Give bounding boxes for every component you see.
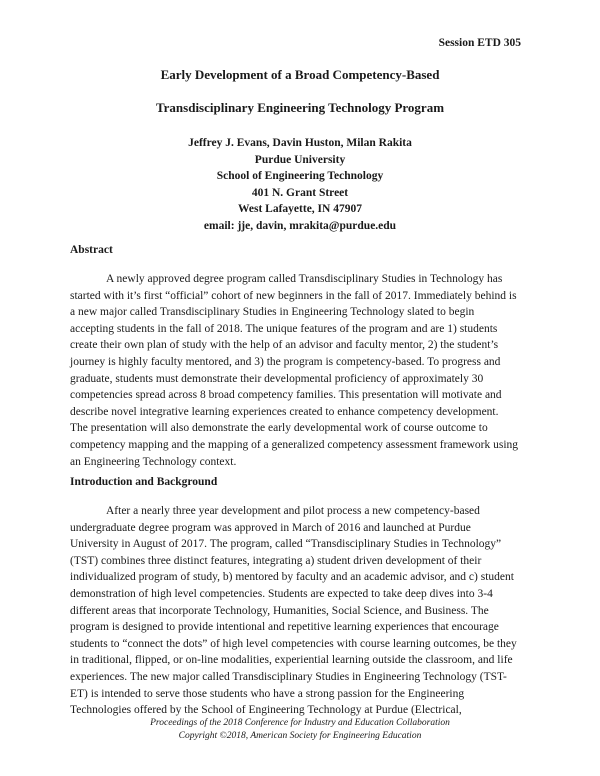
author-street: 401 N. Grant Street bbox=[251, 186, 349, 199]
author-names: Jeffrey J. Evans, Davin Huston, Milan Rakita bbox=[188, 137, 412, 149]
abstract-heading: Abstract bbox=[70, 244, 113, 256]
abstract-line: an Engineering Technology context. bbox=[70, 455, 237, 468]
author-email: email: jje, davin, mrakita@purdue.edu bbox=[203, 219, 397, 232]
page-footer bbox=[0, 717, 600, 743]
abstract-line: started with it’s first “official” cohort of new beginners in the fall of 2017. Immediately behind is bbox=[70, 289, 517, 302]
session-label: Session ETD 305 bbox=[438, 37, 521, 49]
introduction-line: University in August of 2017. The program, called “Transdisciplinary Studies in Technology” bbox=[70, 538, 502, 551]
abstract-line: graduate, students must demonstrate their developmental proficiency of approximately 30 bbox=[70, 372, 484, 385]
introduction-line: After a nearly three year development and pilot process a new competency-based bbox=[106, 505, 480, 517]
abstract-line: describe novel integrative learning experiences created to enhance competency development. bbox=[70, 405, 499, 418]
author-block bbox=[0, 135, 600, 235]
introduction-line: demonstration of high level competencies. Students are expected to take deep dives into 3-4 bbox=[70, 587, 493, 600]
abstract-line: create their own plan of study with the help of an advisor and faculty mentor, 2) the student’s bbox=[70, 339, 499, 352]
abstract-line: competencies spread across 8 broad competency families. This presentation will motivate and bbox=[70, 389, 502, 402]
introduction-line: (TST) combines three distinct features, integrating a) student driven development of their bbox=[70, 554, 482, 567]
paper-title-line-1: Early Development of a Broad Competency-Based bbox=[160, 67, 440, 82]
paper-title-line-2: Transdisciplinary Engineering Technology Program bbox=[155, 100, 445, 115]
footer-copyright: Copyright ©2018, American Society for Engineering Education bbox=[178, 731, 422, 741]
abstract-line: competency mapping and the mapping of a generalized competency assessment framework using bbox=[70, 438, 519, 451]
author-city: West Lafayette, IN 47907 bbox=[238, 203, 362, 216]
introduction-paragraph bbox=[70, 503, 530, 719]
introduction-line: ET) is intended to serve those students who have a strong passion for the Engineering bbox=[70, 687, 465, 700]
introduction-heading: Introduction and Background bbox=[70, 476, 218, 488]
introduction-line: undergraduate degree program was approved in March of 2016 and launched at Purdue bbox=[70, 521, 471, 534]
abstract-line: a new major called Transdisciplinary Studies in Engineering Technology slated to begin bbox=[70, 306, 475, 319]
introduction-line: individualized program of study, b) mentored by faculty and an academic advisor, and c) student bbox=[70, 571, 514, 584]
abstract-line: The presentation will also demonstrate the early developmental work of course outcome to bbox=[70, 422, 488, 435]
introduction-line: in traditional, flipped, or on-line modalities, experiential learning outside the classroom, and life bbox=[70, 654, 513, 667]
author-university: Purdue University bbox=[254, 153, 346, 166]
abstract-line: accepting students in the fall of 2018. The unique features of the program and are 1) students bbox=[70, 322, 498, 335]
introduction-line: Technologies offered by the School of Engineering Technology at Purdue (Electrical, bbox=[70, 704, 462, 717]
abstract-line: journey is highly faculty mentored, and 3) the program is competency-based. To progress and bbox=[70, 355, 501, 368]
abstract-paragraph bbox=[70, 271, 530, 470]
author-school: School of Engineering Technology bbox=[216, 170, 384, 183]
footer-proceedings: Proceedings of the 2018 Conference for Industry and Education Collaboration bbox=[150, 718, 450, 728]
introduction-line: different areas that incorporate Technology, Humanities, Social Science, and Business. The bbox=[70, 604, 489, 617]
introduction-line: program is designed to provide intentional and repetitive learning experiences that encourage bbox=[70, 621, 499, 634]
introduction-line: students to “connect the dots” of high level competencies with course learning outcomes, be they bbox=[70, 637, 517, 650]
introduction-line: experiences. The new major called Transdisciplinary Studies in Engineering Technology (TST- bbox=[70, 670, 507, 683]
abstract-line: A newly approved degree program called Transdisciplinary Studies in Technology has bbox=[106, 273, 503, 285]
